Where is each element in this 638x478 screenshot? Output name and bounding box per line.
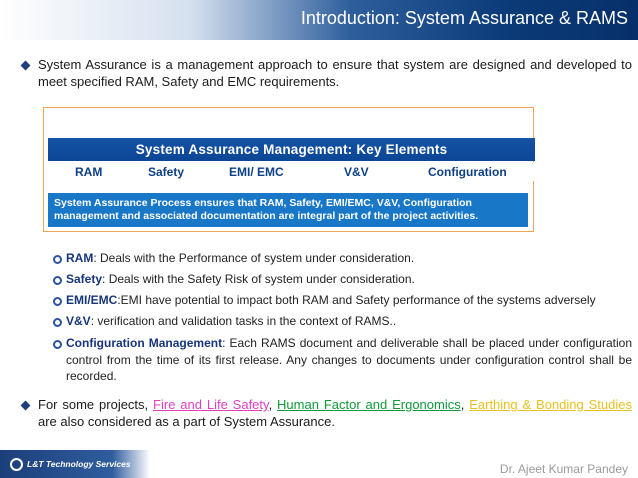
- key-elements-row: [48, 162, 535, 181]
- intro-paragraph: System Assurance is a management approach to ensure that system are designed and developed to meet specified RAM, Safety and EMC requirements.: [38, 57, 632, 89]
- circle-bullet-icon: [53, 318, 62, 327]
- circle-bullet-icon: [53, 276, 62, 285]
- key-elements-heading: System Assurance Management: Key Elements: [48, 138, 535, 161]
- link-fire-life-safety[interactable]: Fire and Life Safety: [153, 397, 269, 412]
- projects-prefix: For some projects,: [38, 397, 154, 412]
- circle-bullet-icon: [53, 340, 62, 349]
- key-element-ram: RAM: [75, 165, 103, 179]
- sub-bullet-term: EMI/EMC: [66, 293, 118, 307]
- circle-bullet-icon: [53, 255, 62, 264]
- author-name: Dr. Ajeet Kumar Pandey: [499, 462, 628, 476]
- key-element-safety: Safety: [148, 165, 185, 179]
- sub-bullet-text: : Each RAMS document and deliverable shall be placed under configuration control from the time of its first release. Any changes to documents under configuration control shall be recorded.: [66, 336, 632, 383]
- company-name: L&T Technology Services: [27, 459, 131, 469]
- projects-paragraph: [38, 396, 632, 430]
- key-elements-description: System Assurance Process ensures that RAM, Safety, EMI/EMC, V&V, Configuration management and associated documentation are integral part of the project activities.: [48, 193, 528, 227]
- key-element-configuration: Configuration: [428, 165, 507, 179]
- sub-bullet-vv: [66, 313, 632, 330]
- sub-bullet-safety: [66, 271, 632, 288]
- diamond-bullet-icon: [21, 401, 31, 411]
- diamond-bullet-icon: [21, 61, 31, 71]
- sub-bullet-emi-emc: [66, 292, 632, 309]
- sub-bullet-text: : Deals with the Safety Risk of system under consideration.: [102, 272, 415, 286]
- slide-title: Introduction: System Assurance & RAMS: [300, 8, 628, 28]
- projects-sep: ,: [460, 397, 470, 412]
- sub-bullet-text: :EMI have potential to impact both RAM and Safety performance of the systems adversely: [117, 293, 596, 307]
- sub-bullet-text: : verification and validation tasks in the context of RAMS..: [90, 314, 397, 328]
- circle-bullet-icon: [53, 297, 62, 306]
- sub-bullet-ram: [66, 250, 632, 267]
- key-element-vv: V&V: [344, 165, 369, 179]
- projects-suffix: are also considered as a part of System Assurance.: [38, 414, 335, 429]
- sub-bullet-term: Configuration Management: [66, 336, 223, 350]
- link-earthing-bonding[interactable]: Earthing & Bonding Studies: [469, 397, 632, 412]
- sub-bullet-term: Safety: [66, 272, 103, 286]
- link-human-factor-ergonomics[interactable]: Human Factor and Ergonomics: [277, 397, 461, 412]
- projects-sep: ,: [268, 397, 278, 412]
- sub-bullet-term: V&V: [66, 314, 91, 328]
- sub-bullet-term: RAM: [66, 251, 94, 265]
- key-element-emi-emc: EMI/ EMC: [229, 165, 284, 179]
- sub-bullet-text: : Deals with the Performance of system under consideration.: [93, 251, 415, 265]
- company-logo-icon: [10, 458, 23, 471]
- sub-bullet-configuration: [66, 335, 632, 385]
